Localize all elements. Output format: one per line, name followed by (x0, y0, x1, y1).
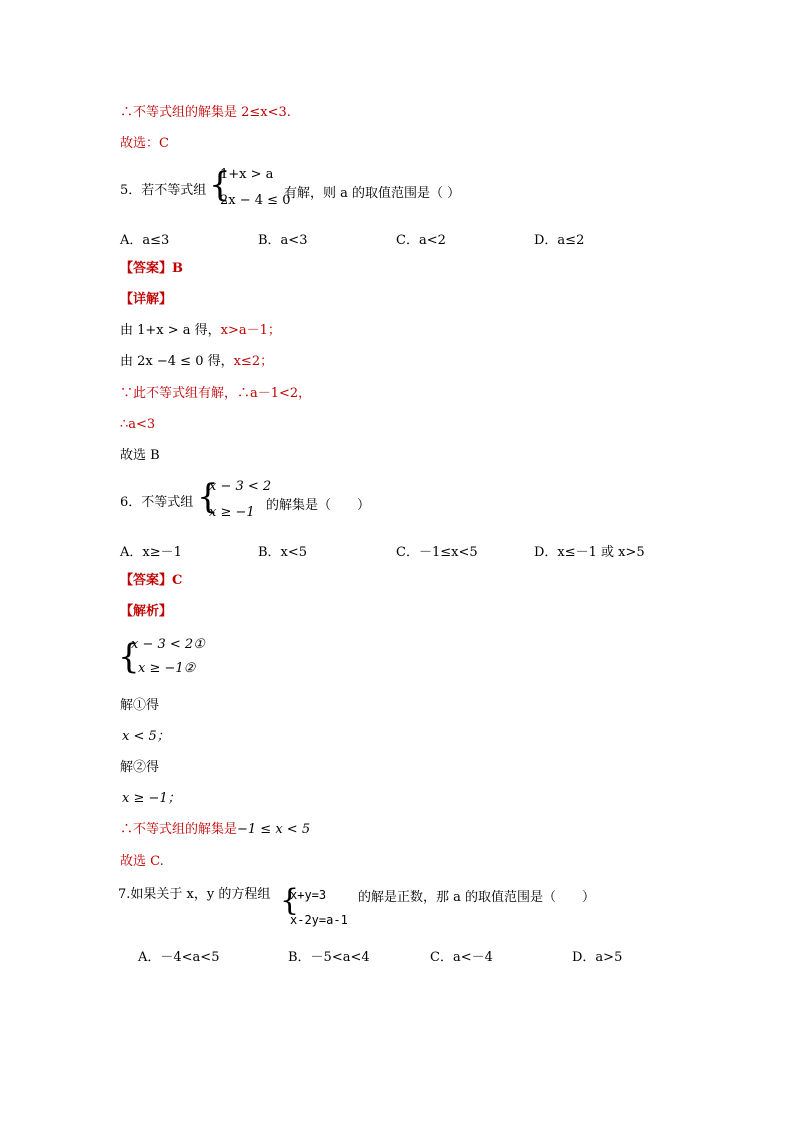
q6-option-d: D．x≤－1 或 x>5 (534, 545, 645, 560)
q7-option-a: A．－4<a<5 (138, 950, 220, 965)
q7-brace: { (280, 883, 300, 918)
q6-answer: 【答案】C (120, 573, 183, 588)
q5-option-d: D．a≤2 (534, 233, 585, 248)
q6-eq2: x ≥ −1 (209, 505, 255, 520)
q5-detail-heading: 【详解】 (120, 292, 173, 307)
q4-conclusion: ∴不等式组的解集是 2≤x<3. (120, 105, 291, 120)
q7-option-b: B．－5<a<4 (288, 950, 370, 965)
q7-suffix: 的解是正数，那 a 的取值范围是（ ） (358, 890, 596, 905)
q7-option-c: C．a<－4 (430, 950, 493, 965)
q5-prefix: 5．若不等式组 (120, 183, 207, 198)
q7-eq2: x-2y=a-1 (290, 913, 348, 927)
q5-answer: 【答案】B (120, 261, 183, 276)
q5-step1-a: 由 1+x > a 得， (120, 323, 221, 338)
q6-option-a: A．x≥－1 (120, 545, 182, 560)
q5-step1-b: x>a－1； (220, 323, 281, 338)
q5-choice: 故选 B (120, 448, 160, 463)
q6-prefix: 6．不等式组 (120, 495, 194, 510)
q6-conclusion-b: −1 ≤ x < 5 (237, 822, 311, 837)
q5-suffix: 有解，则 a 的取值范围是（ ） (284, 186, 461, 201)
q6-eq1: x − 3 < 2 (209, 479, 272, 494)
q6-conclusion-a: ∴不等式组的解集是 (120, 822, 238, 837)
q5-option-c: C．a<2 (396, 233, 446, 248)
q5-step2-a: 由 2x −4 ≤ 0 得， (120, 354, 234, 369)
q5-eq2: 2x − 4 ≤ 0 (220, 193, 291, 208)
q6-solve2: 解②得 (120, 760, 160, 775)
q6-sys-brace: { (118, 637, 140, 677)
q5-step4: ∴a<3 (120, 417, 156, 432)
q6-suffix: 的解集是（ ） (266, 498, 371, 513)
q5-step3: ∵此不等式组有解，∴a－1<2， (120, 386, 312, 401)
q4-choice: 故选：C (120, 136, 169, 151)
q6-option-c: C．－1≤x<5 (396, 545, 478, 560)
q5-step2-b: x≤2； (233, 354, 274, 369)
q7-prefix: 7.如果关于 x，y 的方程组 (118, 887, 271, 902)
q6-brace: { (197, 477, 219, 517)
q5-option-a: A．a≤3 (120, 233, 170, 248)
q5-brace: { (209, 165, 231, 205)
q6-res2: x ≥ −1； (122, 791, 181, 806)
q5-step1 (120, 322, 281, 340)
q6-solve1: 解①得 (120, 698, 160, 713)
q6-choice: 故选 C. (120, 854, 164, 869)
q6-sys-eq1: x − 3 < 2① (131, 637, 205, 652)
q5-option-b: B．a<3 (258, 233, 308, 248)
q5-eq1: 1+x > a (220, 167, 274, 182)
q7-option-d: D．a>5 (572, 950, 623, 965)
q7-eq1: x+y=3 (290, 888, 327, 902)
q6-option-b: B．x<5 (258, 545, 308, 560)
q6-sys-eq2: x ≥ −1② (138, 661, 196, 676)
q6-conclusion (120, 821, 310, 839)
q6-res1: x < 5； (122, 729, 170, 744)
q6-analysis-heading: 【解析】 (120, 604, 173, 619)
q5-step2 (120, 353, 273, 371)
